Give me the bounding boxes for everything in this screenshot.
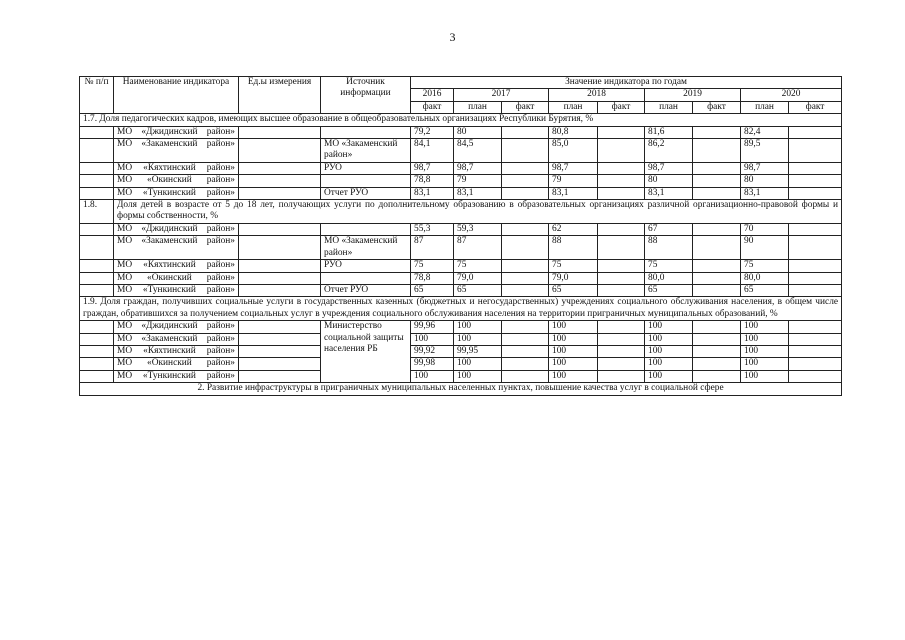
source-cell: РУО bbox=[321, 260, 411, 272]
value-cell: 65 bbox=[454, 284, 502, 296]
indicator-name: МО «Кяхтинский район» bbox=[114, 162, 239, 174]
value-cell bbox=[789, 260, 842, 272]
value-cell: 83,1 bbox=[411, 187, 454, 199]
header-source: Источник информации bbox=[321, 77, 411, 114]
num-cell bbox=[80, 223, 114, 235]
indicator-name: МО «Окинский район» bbox=[114, 175, 239, 187]
value-cell: 79 bbox=[454, 175, 502, 187]
source-cell: Отчет РУО bbox=[321, 284, 411, 296]
source-cell: МО «Закаменский район» bbox=[321, 139, 411, 163]
section-row bbox=[80, 297, 842, 321]
table-row bbox=[80, 260, 842, 272]
value-cell bbox=[598, 260, 645, 272]
unit-cell bbox=[239, 139, 321, 163]
value-cell: 98,7 bbox=[549, 162, 598, 174]
value-cell bbox=[693, 236, 741, 260]
value-cell bbox=[789, 321, 842, 333]
value-cell: 100 bbox=[741, 321, 789, 333]
value-cell: 75 bbox=[549, 260, 598, 272]
num-cell bbox=[80, 260, 114, 272]
value-cell: 70 bbox=[741, 223, 789, 235]
value-cell bbox=[598, 358, 645, 370]
header-name: Наименование индикатора bbox=[114, 77, 239, 114]
col-fact: факт bbox=[502, 101, 549, 113]
table-row bbox=[80, 162, 842, 174]
num-cell bbox=[80, 358, 114, 370]
value-cell bbox=[502, 345, 549, 357]
header-unit: Ед.ы измерения bbox=[239, 77, 321, 114]
value-cell bbox=[693, 162, 741, 174]
value-cell bbox=[598, 126, 645, 138]
value-cell: 88 bbox=[549, 236, 598, 260]
source-cell bbox=[321, 175, 411, 187]
value-cell bbox=[789, 223, 842, 235]
value-cell bbox=[693, 272, 741, 284]
unit-cell bbox=[239, 345, 321, 357]
value-cell: 100 bbox=[645, 333, 693, 345]
source-cell bbox=[321, 126, 411, 138]
table-row bbox=[80, 272, 842, 284]
value-cell: 100 bbox=[549, 345, 598, 357]
section-title: 1.9. Доля граждан, получивших социальные услуги в государственных казенных (бюджетных и негосударственных) учреждениях социального обслуживания населения, в общем числе граждан, обратившихся за получением социальных услуг в учреждения социального обслуживания населения на территории приграничных муниципальных образований, % bbox=[80, 297, 842, 321]
value-cell: 100 bbox=[645, 321, 693, 333]
value-cell bbox=[598, 333, 645, 345]
value-cell: 89,5 bbox=[741, 139, 789, 163]
value-cell bbox=[598, 321, 645, 333]
value-cell: 100 bbox=[645, 370, 693, 382]
col-fact: факт bbox=[411, 101, 454, 113]
col-plan: план bbox=[741, 101, 789, 113]
unit-cell bbox=[239, 126, 321, 138]
value-cell: 80,0 bbox=[645, 272, 693, 284]
indicator-name: МО «Кяхтинский район» bbox=[114, 260, 239, 272]
value-cell bbox=[789, 236, 842, 260]
value-cell: 100 bbox=[645, 358, 693, 370]
header-values-title: Значение индикатора по годам bbox=[411, 77, 842, 89]
value-cell: 100 bbox=[411, 370, 454, 382]
section-title: Доля детей в возрасте от 5 до 18 лет, получающих услуги по дополнительному образованию в образовательных организациях различной организационно-правовой формы и формы собственности, % bbox=[114, 200, 842, 224]
value-cell: 100 bbox=[549, 321, 598, 333]
value-cell: 59,3 bbox=[454, 223, 502, 235]
value-cell: 100 bbox=[549, 358, 598, 370]
value-cell: 65 bbox=[645, 284, 693, 296]
value-cell bbox=[789, 126, 842, 138]
value-cell: 79,2 bbox=[411, 126, 454, 138]
value-cell: 100 bbox=[454, 370, 502, 382]
value-cell bbox=[789, 358, 842, 370]
value-cell bbox=[693, 370, 741, 382]
indicator-table bbox=[79, 76, 842, 396]
value-cell bbox=[693, 284, 741, 296]
table-row bbox=[80, 333, 842, 345]
value-cell bbox=[502, 139, 549, 163]
value-cell: 86,2 bbox=[645, 139, 693, 163]
value-cell bbox=[789, 175, 842, 187]
value-cell bbox=[502, 236, 549, 260]
unit-cell bbox=[239, 260, 321, 272]
value-cell bbox=[693, 139, 741, 163]
value-cell bbox=[598, 236, 645, 260]
year-2016: 2016 bbox=[411, 89, 454, 101]
value-cell bbox=[502, 175, 549, 187]
indicator-name: МО «Джидинский район» bbox=[114, 126, 239, 138]
value-cell: 99,98 bbox=[411, 358, 454, 370]
indicator-name: МО «Закаменский район» bbox=[114, 333, 239, 345]
indicator-name: МО «Тункинский район» bbox=[114, 284, 239, 296]
source-cell: Министерство социальной защиты населения РБ bbox=[321, 321, 411, 383]
num-cell bbox=[80, 126, 114, 138]
value-cell bbox=[693, 175, 741, 187]
indicator-name: МО «Джидинский район» bbox=[114, 321, 239, 333]
value-cell: 87 bbox=[411, 236, 454, 260]
value-cell bbox=[789, 187, 842, 199]
value-cell: 75 bbox=[411, 260, 454, 272]
table-row bbox=[80, 187, 842, 199]
value-cell bbox=[693, 358, 741, 370]
indicator-name: МО «Закаменский район» bbox=[114, 139, 239, 163]
source-cell bbox=[321, 223, 411, 235]
value-cell: 65 bbox=[411, 284, 454, 296]
value-cell bbox=[693, 223, 741, 235]
value-cell: 65 bbox=[549, 284, 598, 296]
value-cell: 100 bbox=[741, 358, 789, 370]
indicator-name: МО «Кяхтинский район» bbox=[114, 345, 239, 357]
unit-cell bbox=[239, 333, 321, 345]
value-cell: 90 bbox=[741, 236, 789, 260]
value-cell: 80 bbox=[454, 126, 502, 138]
section-row bbox=[80, 114, 842, 126]
value-cell: 100 bbox=[549, 370, 598, 382]
table-row bbox=[80, 284, 842, 296]
value-cell: 99,96 bbox=[411, 321, 454, 333]
value-cell bbox=[502, 284, 549, 296]
value-cell: 79 bbox=[549, 175, 598, 187]
year-2018: 2018 bbox=[549, 89, 645, 101]
value-cell: 87 bbox=[454, 236, 502, 260]
source-cell bbox=[321, 272, 411, 284]
unit-cell bbox=[239, 284, 321, 296]
unit-cell bbox=[239, 272, 321, 284]
num-cell bbox=[80, 162, 114, 174]
value-cell bbox=[502, 126, 549, 138]
value-cell: 80 bbox=[645, 175, 693, 187]
value-cell: 100 bbox=[454, 358, 502, 370]
value-cell: 65 bbox=[741, 284, 789, 296]
unit-cell bbox=[239, 187, 321, 199]
table-row bbox=[80, 345, 842, 357]
source-cell: МО «Закаменский район» bbox=[321, 236, 411, 260]
indicator-name: МО «Окинский район» bbox=[114, 272, 239, 284]
footer-section-row bbox=[80, 383, 842, 395]
value-cell: 79,0 bbox=[549, 272, 598, 284]
value-cell bbox=[502, 321, 549, 333]
value-cell: 78,8 bbox=[411, 272, 454, 284]
value-cell bbox=[502, 370, 549, 382]
col-plan: план bbox=[454, 101, 502, 113]
value-cell: 98,7 bbox=[741, 162, 789, 174]
col-fact: факт bbox=[789, 101, 842, 113]
num-cell bbox=[80, 187, 114, 199]
col-fact: факт bbox=[693, 101, 741, 113]
table-row bbox=[80, 139, 842, 163]
value-cell: 55,3 bbox=[411, 223, 454, 235]
section-number: 1.8. bbox=[80, 200, 114, 224]
value-cell: 81,6 bbox=[645, 126, 693, 138]
num-cell bbox=[80, 175, 114, 187]
num-cell bbox=[80, 139, 114, 163]
value-cell: 82,4 bbox=[741, 126, 789, 138]
unit-cell bbox=[239, 370, 321, 382]
value-cell: 79,0 bbox=[454, 272, 502, 284]
col-fact: факт bbox=[598, 101, 645, 113]
value-cell: 98,7 bbox=[454, 162, 502, 174]
value-cell: 100 bbox=[454, 333, 502, 345]
value-cell: 99,95 bbox=[454, 345, 502, 357]
year-2019: 2019 bbox=[645, 89, 741, 101]
num-cell bbox=[80, 370, 114, 382]
value-cell bbox=[598, 162, 645, 174]
unit-cell bbox=[239, 223, 321, 235]
unit-cell bbox=[239, 175, 321, 187]
value-cell bbox=[502, 162, 549, 174]
value-cell bbox=[789, 139, 842, 163]
table-row bbox=[80, 223, 842, 235]
value-cell bbox=[693, 321, 741, 333]
value-cell bbox=[598, 284, 645, 296]
year-2020: 2020 bbox=[741, 89, 842, 101]
value-cell bbox=[789, 370, 842, 382]
value-cell: 75 bbox=[454, 260, 502, 272]
value-cell bbox=[502, 333, 549, 345]
value-cell: 62 bbox=[549, 223, 598, 235]
year-2017: 2017 bbox=[454, 89, 549, 101]
value-cell: 100 bbox=[741, 345, 789, 357]
value-cell bbox=[598, 223, 645, 235]
value-cell: 100 bbox=[549, 333, 598, 345]
value-cell: 67 bbox=[645, 223, 693, 235]
value-cell bbox=[693, 260, 741, 272]
value-cell bbox=[693, 333, 741, 345]
value-cell: 75 bbox=[645, 260, 693, 272]
value-cell bbox=[502, 358, 549, 370]
num-cell bbox=[80, 236, 114, 260]
unit-cell bbox=[239, 321, 321, 333]
indicator-name: МО «Тункинский район» bbox=[114, 370, 239, 382]
value-cell: 75 bbox=[741, 260, 789, 272]
value-cell bbox=[693, 345, 741, 357]
value-cell bbox=[789, 284, 842, 296]
value-cell: 84,1 bbox=[411, 139, 454, 163]
value-cell bbox=[502, 260, 549, 272]
table-row bbox=[80, 126, 842, 138]
value-cell: 80,8 bbox=[549, 126, 598, 138]
value-cell: 83,1 bbox=[454, 187, 502, 199]
page-number: 3 bbox=[449, 30, 456, 44]
source-cell: Отчет РУО bbox=[321, 187, 411, 199]
num-cell bbox=[80, 284, 114, 296]
value-cell: 100 bbox=[411, 333, 454, 345]
indicator-name: МО «Окинский район» bbox=[114, 358, 239, 370]
value-cell: 83,1 bbox=[645, 187, 693, 199]
value-cell bbox=[502, 223, 549, 235]
header-num: № п/п bbox=[80, 77, 114, 114]
section-row bbox=[80, 200, 842, 224]
value-cell: 100 bbox=[741, 333, 789, 345]
value-cell: 84,5 bbox=[454, 139, 502, 163]
value-cell bbox=[789, 333, 842, 345]
value-cell bbox=[693, 187, 741, 199]
value-cell bbox=[502, 272, 549, 284]
value-cell: 80 bbox=[741, 175, 789, 187]
value-cell: 83,1 bbox=[549, 187, 598, 199]
value-cell bbox=[789, 272, 842, 284]
value-cell bbox=[598, 272, 645, 284]
table-row bbox=[80, 175, 842, 187]
value-cell: 100 bbox=[645, 345, 693, 357]
indicator-name: МО «Закаменский район» bbox=[114, 236, 239, 260]
value-cell: 85,0 bbox=[549, 139, 598, 163]
num-cell bbox=[80, 345, 114, 357]
indicator-name: МО «Джидинский район» bbox=[114, 223, 239, 235]
table-row bbox=[80, 358, 842, 370]
value-cell: 78,8 bbox=[411, 175, 454, 187]
value-cell: 98,7 bbox=[645, 162, 693, 174]
section-title: 1.7. Доля педагогических кадров, имеющих высшее образование в общеобразовательных организациях Республики Бурятия, % bbox=[80, 114, 842, 126]
value-cell: 98,7 bbox=[411, 162, 454, 174]
value-cell: 83,1 bbox=[741, 187, 789, 199]
unit-cell bbox=[239, 236, 321, 260]
section-2-title: 2. Развитие инфраструктуры в приграничных муниципальных населенных пунктах, повышение качества услуг в социальной сфере bbox=[80, 383, 842, 395]
value-cell: 100 bbox=[454, 321, 502, 333]
value-cell bbox=[598, 187, 645, 199]
indicator-name: МО «Тункинский район» bbox=[114, 187, 239, 199]
value-cell bbox=[598, 139, 645, 163]
table-row bbox=[80, 321, 842, 333]
value-cell bbox=[598, 370, 645, 382]
value-cell bbox=[598, 345, 645, 357]
col-plan: план bbox=[645, 101, 693, 113]
value-cell bbox=[693, 126, 741, 138]
value-cell bbox=[598, 175, 645, 187]
value-cell bbox=[502, 187, 549, 199]
source-cell: РУО bbox=[321, 162, 411, 174]
value-cell: 80,0 bbox=[741, 272, 789, 284]
unit-cell bbox=[239, 358, 321, 370]
value-cell: 99,92 bbox=[411, 345, 454, 357]
col-plan: план bbox=[549, 101, 598, 113]
value-cell: 100 bbox=[741, 370, 789, 382]
value-cell bbox=[789, 345, 842, 357]
num-cell bbox=[80, 333, 114, 345]
value-cell bbox=[789, 162, 842, 174]
value-cell: 88 bbox=[645, 236, 693, 260]
num-cell bbox=[80, 321, 114, 333]
table-row bbox=[80, 236, 842, 260]
table-row bbox=[80, 370, 842, 382]
unit-cell bbox=[239, 162, 321, 174]
num-cell bbox=[80, 272, 114, 284]
